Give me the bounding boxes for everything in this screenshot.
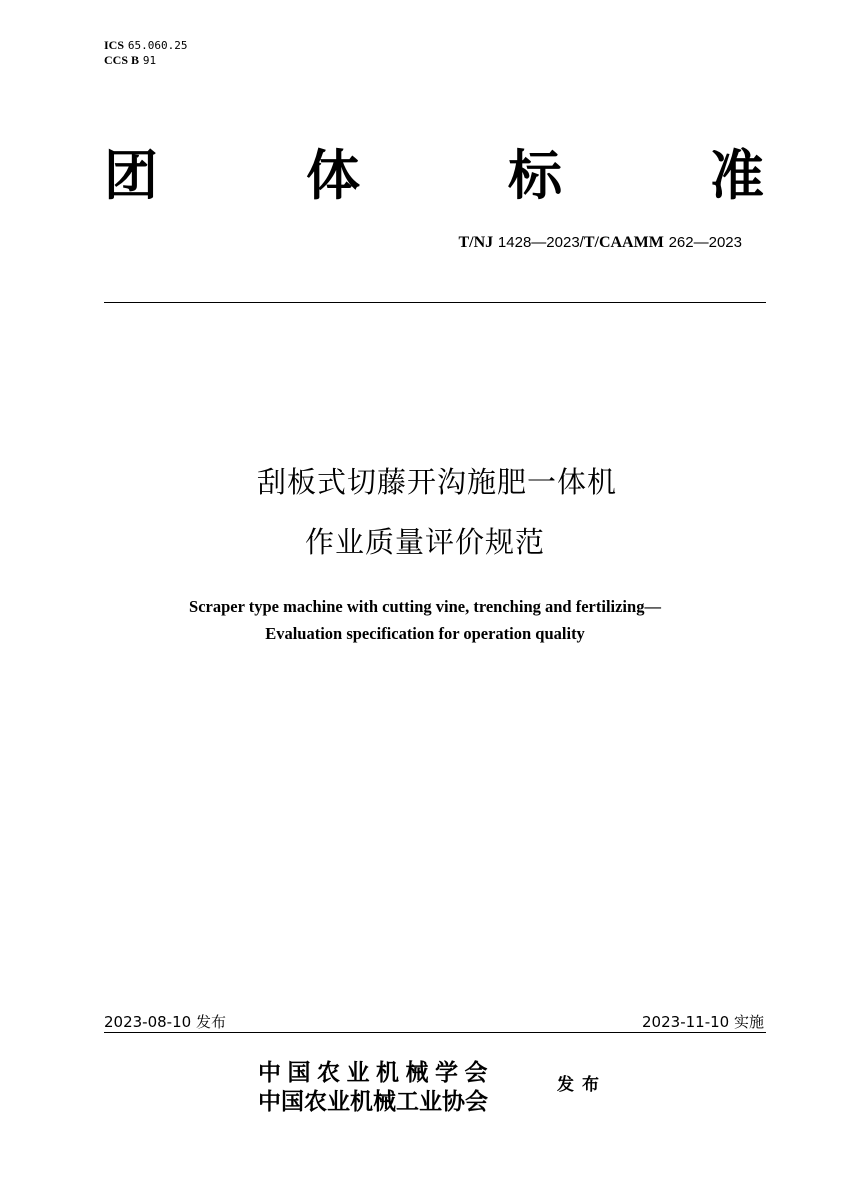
english-title-line-1: Scraper type machine with cutting vine, trenching and fertilizing— bbox=[189, 597, 661, 616]
bottom-divider bbox=[104, 1032, 766, 1033]
implementation-date bbox=[642, 1012, 764, 1032]
ccs-value: 91 bbox=[142, 54, 157, 67]
ics-value: 65.060.25 bbox=[127, 39, 188, 52]
implementation-date-label: 实施 bbox=[733, 1013, 764, 1031]
ccs-code bbox=[104, 53, 187, 68]
publish-label: 发布 bbox=[557, 1075, 607, 1095]
top-divider bbox=[104, 302, 766, 303]
implementation-date-value: 2023-11-10 bbox=[642, 1013, 730, 1031]
chinese-title-line-2: 作业质量评价规范 bbox=[304, 525, 545, 559]
ics-code bbox=[104, 38, 187, 53]
doc-type-char: 体 bbox=[306, 144, 360, 207]
classification-codes bbox=[104, 38, 187, 68]
doc-type-char: 团 bbox=[104, 144, 158, 207]
standard-number bbox=[458, 232, 742, 253]
doc-type-char: 标 bbox=[508, 144, 562, 207]
chinese-title-line-1: 刮板式切藤开沟施肥一体机 bbox=[256, 465, 617, 499]
english-title-line-2: Evaluation specification for operation quality bbox=[265, 624, 585, 643]
document-type-heading bbox=[104, 144, 764, 208]
issue-date-value: 2023-08-10 bbox=[104, 1013, 192, 1031]
publisher-org-2: 中国农业机械工业协会 bbox=[258, 1089, 488, 1115]
standard-value-2: 262—2023 bbox=[668, 234, 742, 251]
standard-value-1: 1428—2023/ bbox=[497, 234, 584, 251]
doc-type-char: 准 bbox=[710, 144, 764, 207]
issue-date-label: 发布 bbox=[195, 1013, 226, 1031]
publisher-org-1: 中国农业机械学会 bbox=[258, 1060, 494, 1086]
standard-prefix-1: T/NJ bbox=[458, 234, 494, 251]
issue-date bbox=[104, 1012, 226, 1032]
ics-label: ICS bbox=[104, 38, 125, 52]
standard-prefix-2: T/CAAMM bbox=[583, 234, 664, 251]
ccs-label: CCS B bbox=[104, 53, 140, 67]
